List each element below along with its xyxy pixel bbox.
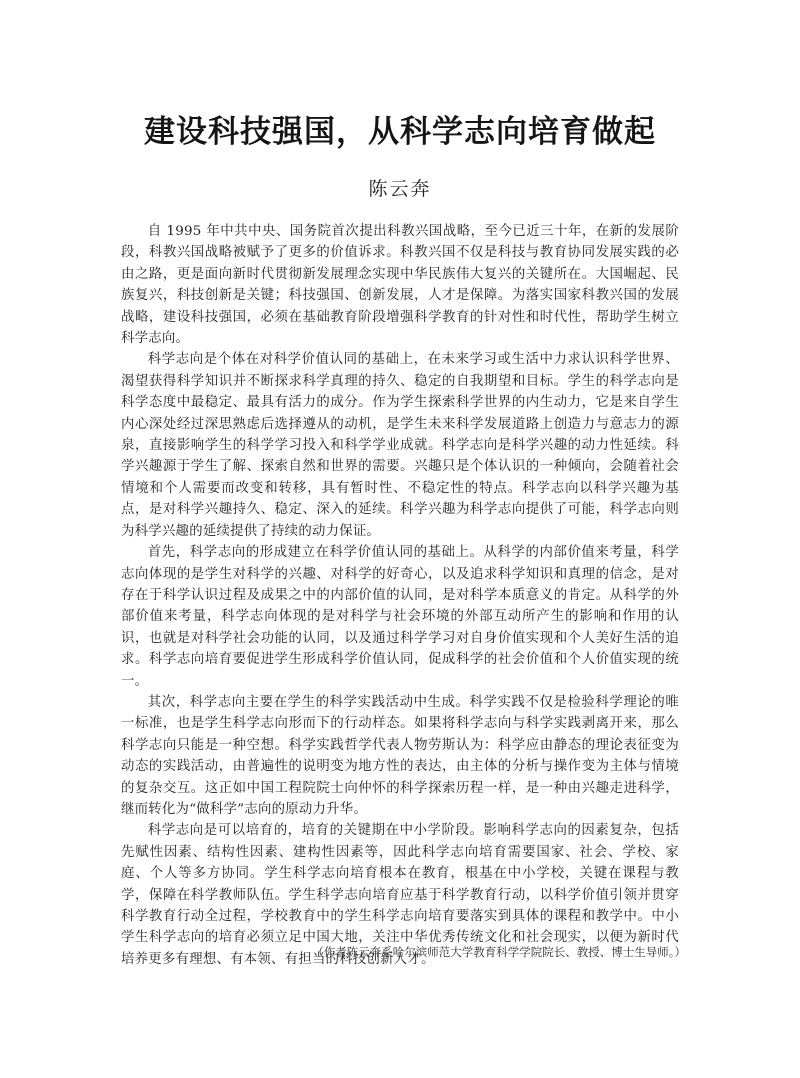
- article-author: 陈云奔: [368, 178, 432, 200]
- body-paragraph: 科学志向是个体在对科学价值认同的基础上，在未来学习或生活中力求认识科学世界、渴望获得科学知识并不断探求科学真理的持久、稳定的自我期望和目标。学生的科学志向是科学态度中最稳定、最具有活力的成分。作为学生探索科学世界的内生动力，它是来自学生内心深处经过深思熟虑后选择遵从的动机，是学生未来科学发展道路上创造力与意志力的源泉，直接影响学生的科学学习投入和科学学业成就。科学志向是科学兴趣的动力性延续。科学兴趣源于学生了解、探索自然和世界的需要。兴趣只是个体认识的一种倾向，会随着社会情境和个人需要而改变和转移，具有暂时性、不稳定性的特点。科学志向以科学兴趣为基点，是对科学兴趣持久、稳定、深入的延续。科学兴趣为科学志向提供了可能，科学志向则为科学兴趣的延续提供了持续的动力保证。: [121, 352, 679, 539]
- body-paragraph: 科学志向是可以培育的，培育的关键期在中小学阶段。影响科学志向的因素复杂，包括先赋性因素、结构性因素、建构性因素等，因此科学志向培育需要国家、社会、学校、家庭、个人等多方协同。学生科学志向培育根本在教育，根基在中小学校，关键在课程与教学，保障在科学教师队伍。学生科学志向培育应基于科学教育行动，以科学价值引领并贯穿科学教育行动全过程，学校教育中的学生科学志向培育要落实到具体的课程和教学中。中小学生科学志向的培育必须立足中国大地，关注中华优秀传统文化和社会现实，以便为新时代培养更多有理想、有本领、有担当的科技创新人才。: [121, 823, 679, 967]
- body-paragraph: 其次，科学志向主要在学生的科学实践活动中生成。科学实践不仅是检验科学理论的唯一标准，也是学生科学志向形而下的行动样态。如果将科学志向与科学实践剥离开来，那么科学志向只能是一种空想。科学实践哲学代表人物劳斯认为：科学应由静态的理论表征变为动态的实践活动，由普遍性的说明变为地方性的表达，由主体的分析与操作变为主体与情境的复杂交互。这正如中国工程院院士向仲怀的科学探索历程一样，是一种由兴趣走进科学，继而转化为“做科学”志向的原动力升华。: [121, 694, 679, 817]
- body-paragraph: 自 1995 年中共中央、国务院首次提出科教兴国战略，至今已近三十年，在新的发展阶段，科教兴国战略被赋予了更多的价值诉求。科教兴国不仅是科技与教育协同发展实践的必由之路，更是面向新时代贯彻新发展理念实现中华民族伟大复兴的关键所在。大国崛起、民族复兴，科技创新是关键；科技强国、创新发展，人才是保障。为落实国家科教兴国的发展战略，建设科技强国，必须在基础教育阶段增强科学教育的针对性和时代性，帮助学生树立科学志向。: [121, 224, 679, 347]
- body-paragraph: 首先，科学志向的形成建立在科学价值认同的基础上。从科学的内部价值来考量，科学志向体现的是学生对科学的兴趣、对科学的好奇心，以及追求科学知识和真理的信念，是对存在于科学认识过程及成果之中的内部价值的认同，是对科学本质意义的肯定。从科学的外部价值来考量，科学志向体现的是对科学与社会环境的外部互动所产生的影响和作用的认识，也就是对科学社会功能的认同，以及通过科学学习对自身价值实现和个人美好生活的追求。科学志向培育要促进学生形成科学价值认同，促成科学的社会价值和个人价值实现的统一。: [121, 545, 679, 689]
- article-title: 建设科技强国，从科学志向培育做起: [144, 114, 656, 150]
- author-note: （作者陈云奔系哈尔滨师范大学教育科学学院院长、教授、博士生导师。）: [312, 945, 686, 959]
- article-body: [121, 221, 679, 970]
